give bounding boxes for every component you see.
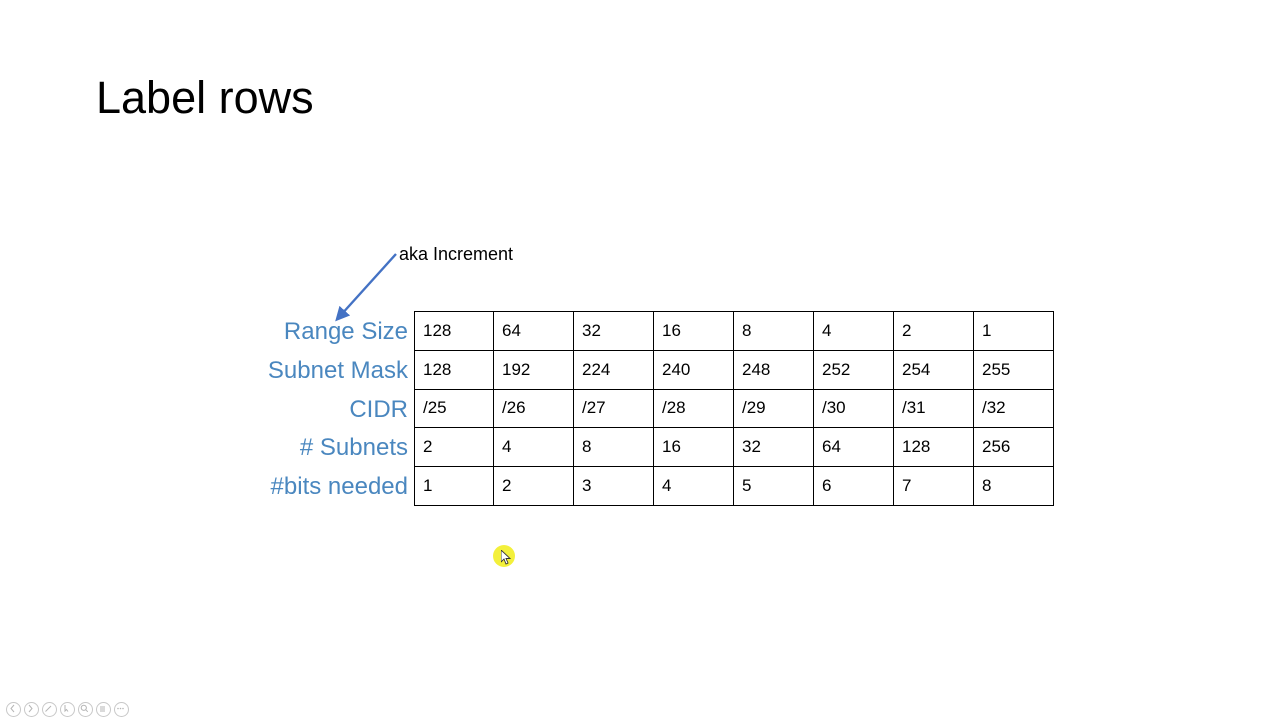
table-row bbox=[415, 312, 1054, 351]
table-cell: 32 bbox=[734, 428, 814, 467]
table-cell: 8 bbox=[974, 467, 1054, 506]
table-cell: 64 bbox=[494, 312, 574, 351]
subnet-table bbox=[414, 311, 1054, 506]
table-cell: /28 bbox=[654, 389, 734, 428]
previous-slide-icon[interactable] bbox=[6, 702, 21, 717]
table-row bbox=[415, 428, 1054, 467]
table-cell: 240 bbox=[654, 350, 734, 389]
table-cell: 1 bbox=[415, 467, 494, 506]
row-label-list bbox=[150, 313, 408, 507]
table-cell: 3 bbox=[574, 467, 654, 506]
table-cell: 6 bbox=[814, 467, 894, 506]
table-cell: 32 bbox=[574, 312, 654, 351]
table-cell: 5 bbox=[734, 467, 814, 506]
table-cell: 2 bbox=[415, 428, 494, 467]
table-row bbox=[415, 389, 1054, 428]
next-slide-icon[interactable] bbox=[24, 702, 39, 717]
table-cell: 128 bbox=[894, 428, 974, 467]
table-cell: 4 bbox=[494, 428, 574, 467]
table-cell: /25 bbox=[415, 389, 494, 428]
table-cell: 1 bbox=[974, 312, 1054, 351]
menu-icon[interactable] bbox=[96, 702, 111, 717]
row-label-bits-needed: #bits needed bbox=[270, 473, 408, 501]
table-cell: 2 bbox=[894, 312, 974, 351]
table-cell: 16 bbox=[654, 312, 734, 351]
table-cell: 7 bbox=[894, 467, 974, 506]
table-cell: 254 bbox=[894, 350, 974, 389]
more-options-icon[interactable] bbox=[114, 702, 129, 717]
table-cell: /31 bbox=[894, 389, 974, 428]
table-cell: 2 bbox=[494, 467, 574, 506]
table-cell: /32 bbox=[974, 389, 1054, 428]
table-cell: 128 bbox=[415, 350, 494, 389]
table-cell: /29 bbox=[734, 389, 814, 428]
mouse-pointer-icon bbox=[501, 550, 513, 566]
table-cell: 248 bbox=[734, 350, 814, 389]
table-cell: 256 bbox=[974, 428, 1054, 467]
table-cell: 255 bbox=[974, 350, 1054, 389]
table-cell: 224 bbox=[574, 350, 654, 389]
pointer-icon[interactable] bbox=[60, 702, 75, 717]
table-cell: 8 bbox=[574, 428, 654, 467]
row-label-num-subnets: # Subnets bbox=[299, 434, 408, 462]
annotation-label: aka Increment bbox=[399, 244, 514, 264]
table-cell: /26 bbox=[494, 389, 574, 428]
table-row bbox=[415, 350, 1054, 389]
table-cell: /30 bbox=[814, 389, 894, 428]
table-cell: 192 bbox=[494, 350, 574, 389]
table-row bbox=[415, 467, 1054, 506]
row-label-range-size: Range Size bbox=[283, 318, 408, 345]
page-title: Label rows bbox=[96, 72, 314, 123]
table-cell: 252 bbox=[814, 350, 894, 389]
table-cell: 4 bbox=[814, 312, 894, 351]
row-label-subnet-mask: Subnet Mask bbox=[267, 356, 408, 384]
table-cell: 128 bbox=[415, 312, 494, 351]
table-cell: /27 bbox=[574, 389, 654, 428]
table-cell: 16 bbox=[654, 428, 734, 467]
presentation-toolbar[interactable] bbox=[6, 702, 129, 717]
table-cell: 64 bbox=[814, 428, 894, 467]
pen-icon[interactable] bbox=[42, 702, 57, 717]
table-cell: 8 bbox=[734, 312, 814, 351]
row-label-cidr: CIDR bbox=[349, 395, 408, 423]
table-cell: 4 bbox=[654, 467, 734, 506]
zoom-icon[interactable] bbox=[78, 702, 93, 717]
